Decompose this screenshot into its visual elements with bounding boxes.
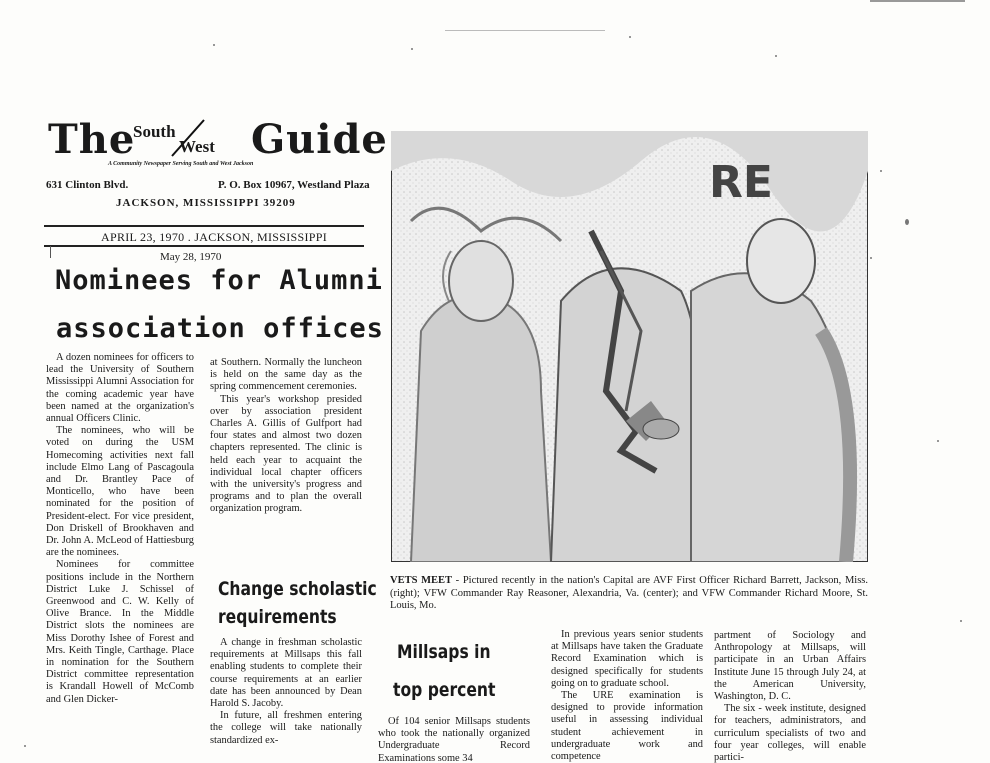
scholastic-headline-line1: Change scholastic: [218, 578, 377, 600]
clipping-mark: [50, 246, 51, 258]
scholastic-paragraph: A change in freshman scholastic requirements at Millsaps this fall enabling students to complete their course requirements at an earlier date has been announced by Dean Harold S. Jacoby.: [210, 637, 362, 710]
masthead-guide: Guide: [251, 116, 388, 163]
millsaps-paragraph: The six - week institute, designed for teachers, administrators, and curriculum specialists of two and four year colleges, will enable partici-: [714, 703, 866, 763]
millsaps-column-a: [378, 716, 530, 763]
scholastic-headline-line2: requirements: [218, 606, 337, 628]
scan-speck: [880, 170, 882, 172]
millsaps-paragraph: partment of Sociology and Anthropology at Millsaps, will participate in an Urban Affairs Institute June 15 through July 24, at the American University, Washington, D. C.: [714, 630, 866, 703]
scan-speck: [24, 745, 26, 747]
masthead-west: West: [179, 137, 215, 156]
masthead-south: South: [133, 122, 176, 141]
masthead-the: The: [48, 116, 136, 163]
photo-sign-text: RE: [709, 157, 773, 208]
vets-photo: [391, 131, 868, 562]
photo-caption-text: - Pictured recently in the nation's Capital are AVF First Officer Richard Barrett, Jackson, Miss. (right); VFW Commander Ray Reasoner, Alexandria, Va. (center); and VFW Commander Richard Moore, St. Louis, Mo.: [390, 575, 868, 611]
millsaps-column-c: [714, 630, 866, 763]
millsaps-paragraph: The URE examination is designed to provide information useful in assessing individual student achievement in undergraduate work and competence: [551, 690, 703, 763]
scan-speck: [213, 44, 215, 46]
scholastic-paragraph: In future, all freshmen entering the college will take nationally standardized ex-: [210, 710, 362, 746]
alumni-column-1: [46, 352, 194, 763]
alumni-paragraph: at Southern. Normally the luncheon is held on the same day as the spring commencement ceremonies.: [210, 357, 362, 393]
alumni-headline-line2: association offices: [56, 313, 384, 344]
scan-speck: [411, 48, 413, 50]
masthead-tagline: A Community Newspaper Serving South and West Jackson: [108, 161, 254, 167]
photo-caption: [390, 575, 868, 613]
scholastic-column: [210, 637, 362, 763]
alumni-headline-line1: Nominees for Alumni: [55, 265, 383, 296]
millsaps-headline-line1: Millsaps in: [397, 641, 491, 663]
vets-photo-image: [391, 131, 868, 562]
masthead-rule-bottom: [44, 245, 364, 247]
scan-speck: [937, 440, 939, 442]
masthead-address-right: P. O. Box 10967, Westland Plaza: [218, 179, 370, 191]
millsaps-paragraph: In previous years senior students at Millsaps have taken the Graduate Record Examination which is designed specifically for students going on to graduate school.: [551, 629, 703, 689]
scan-speck: [870, 257, 872, 259]
scan-mark: [445, 30, 605, 31]
masthead-rule-top: [44, 225, 364, 227]
photo-caption-lead: VETS MEET: [390, 575, 453, 586]
alumni-paragraph: Nominees for committee positions include in the Northern District Luke J. Schissel of Greenwood and C. W. Kelly of Olive Brance. In the Middle District slots the nominees are Miss Dorothy Ishee of Forest and Mrs. Keith Tingle, Carthage. Place in nomination for the Southern District committee representation is Krandall Howell of McComb and Glen Dicker-: [46, 559, 194, 705]
scan-speck: [775, 55, 777, 57]
alumni-paragraph: The nominees, who will be voted on during the USM Homecoming activities next fall include Elmo Lang of Pascagoula and Dr. Brantley Pace of Monticello, who have been nominated for the position of President-elect. For vice president, Don Driskell of Brookhaven and Dr. John A. McLeod of Hattiesburg are the nominees.: [46, 425, 194, 559]
handwritten-date: May 28, 1970: [160, 251, 222, 263]
alumni-paragraph: A dozen nominees for officers to lead the University of Southern Mississippi Alumni Association for the coming academic year have been named at the organization's annual Officers Clinic.: [46, 352, 194, 425]
millsaps-column-b: [551, 629, 703, 763]
masthead-address-left: 631 Clinton Blvd.: [46, 179, 129, 191]
scan-speck: [629, 36, 631, 38]
masthead-city: JACKSON, MISSISSIPPI 39209: [116, 197, 296, 209]
alumni-column-2: [210, 357, 362, 516]
scan-mark: [870, 0, 965, 2]
millsaps-paragraph: Of 104 senior Millsaps students who took the nationally organized Undergraduate Record Examinations some 34: [378, 716, 530, 763]
scan-speck: [905, 219, 909, 225]
millsaps-headline-line2: top percent: [393, 679, 496, 701]
scan-speck: [960, 620, 962, 622]
alumni-paragraph: This year's workshop presided over by association president Charles A. Gillis of Gulfport had four states and almost two dozen chapters represented. The clinic is held each year to acquaint the individual local chapter officers with the university's progress and programs and to plan the overall organization program.: [210, 393, 362, 515]
dateline: APRIL 23, 1970 . JACKSON, MISSISSIPPI: [101, 230, 328, 244]
